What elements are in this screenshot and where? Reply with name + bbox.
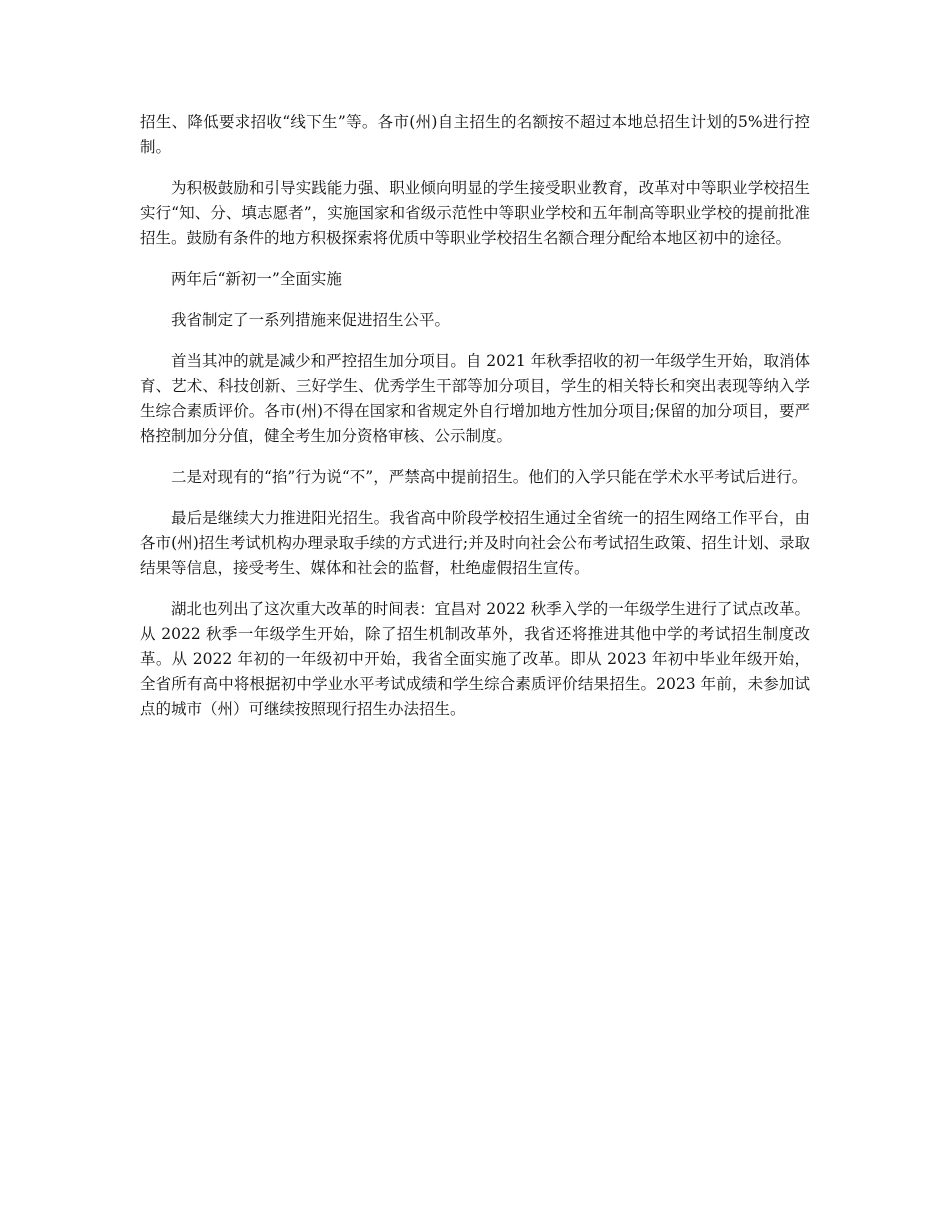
paragraph-fairness-intro: 我省制定了一系列措施来促进招生公平。 (171, 311, 451, 329)
document-body (140, 110, 810, 738)
paragraph-continuation: 招生、降低要求招收“线下生”等。各市(州)自主招生的名额按不超过本地总招生计划的5%进行控制。 (140, 113, 810, 156)
paragraph-bonus-points: 首当其冲的就是减少和严控招生加分项目。自 2021 年秋季招收的初一年级学生开始，取消体育、艺术、科技创新、三好学生、优秀学生干部等加分项目，学生的相关特长和突出表现等纳入学生综合素质评价。各市(州)不得在国家和省规定外自行增加地方性加分项目;保留的加分项目，要严格控制加分分值，健全考生加分资格审核、公示制度。 (140, 352, 810, 445)
paragraph-early-admission: 二是对现有的“掐”行为说“不”，严禁高中提前招生。他们的入学只能在学术水平考试后进行。 (171, 468, 808, 486)
section-heading: 两年后“新初一”全面实施 (171, 270, 342, 288)
paragraph-vocational-education: 为积极鼓励和引导实践能力强、职业倾向明显的学生接受职业教育，改革对中等职业学校招生实行“知、分、填志愿者”，实施国家和省级示范性中等职业学校和五年制高等职业学校的提前批准招生。鼓励有条件的地方积极探索将优质中等职业学校招生名额合理分配给本地区初中的途径。 (140, 179, 810, 247)
paragraph-sunshine-admission: 最后是继续大力推进阳光招生。我省高中阶段学校招生通过全省统一的招生网络工作平台，由各市(州)招生考试机构办理录取手续的方式进行;并及时向社会公布考试招生政策、招生计划、录取结果等信息，接受考生、媒体和社会的监督，杜绝虚假招生宣传。 (140, 509, 810, 577)
paragraph-timeline: 湖北也列出了这次重大改革的时间表：宜昌对 2022 秋季入学的一年级学生进行了试点改革。从 2022 秋季一年级学生开始，除了招生机制改革外，我省还将推进其他中学的考试招生制度改革。从 2022 年初的一年级初中开始，我省全面实施了改革。即从 2023 年初中毕业年级开始，全省所有高中将根据初中学业水平考试成绩和学生综合素质评价结果招生。2023 年前，未参加试点的城市（州）可继续按照现行招生办法招生。 (140, 600, 810, 718)
